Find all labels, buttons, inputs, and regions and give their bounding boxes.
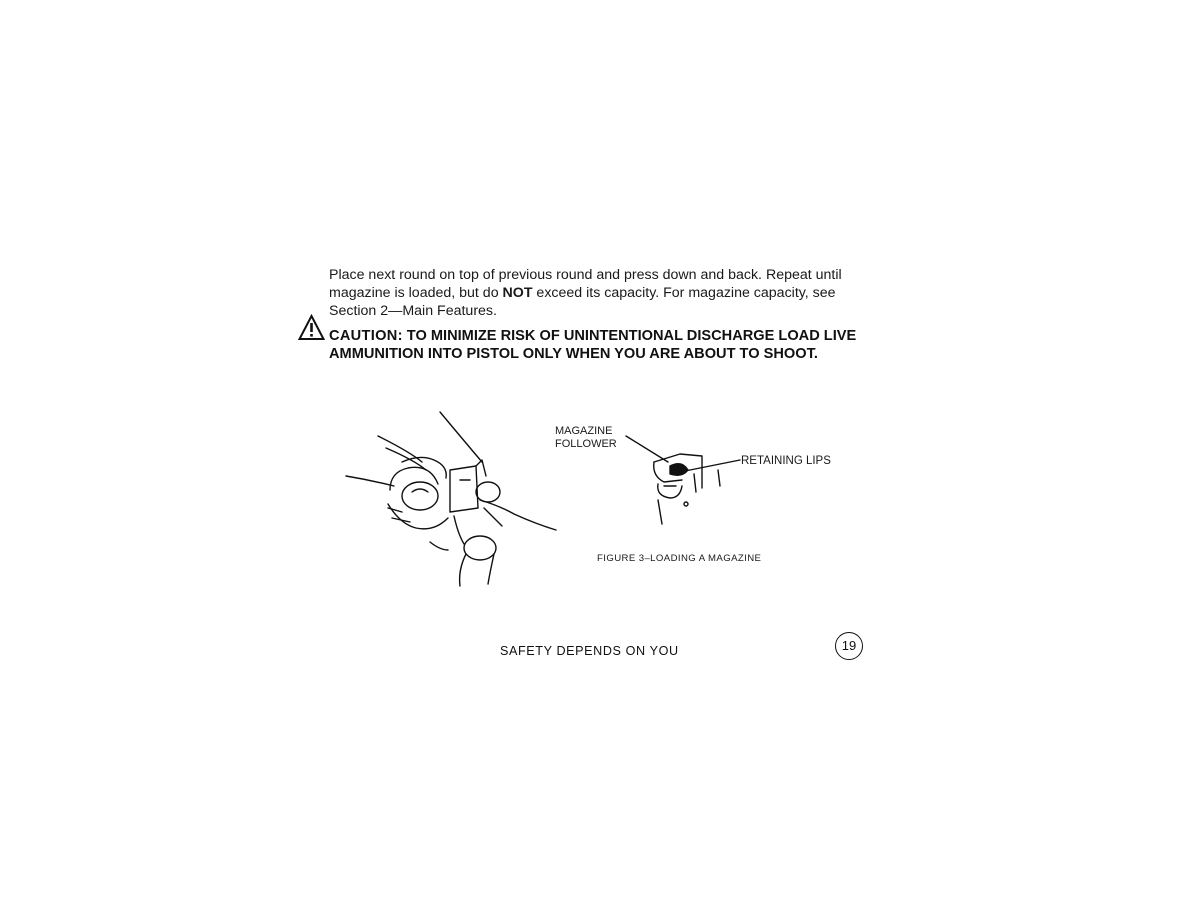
- warning-triangle-icon: [298, 314, 325, 341]
- magazine-follower-drawing: [626, 436, 740, 524]
- retaining-lips-label: RETAINING LIPS: [741, 455, 831, 467]
- magazine-follower-label-line1: MAGAZINE: [555, 425, 613, 437]
- footer-text: SAFETY DEPENDS ON YOU: [500, 644, 679, 658]
- caution-text: TO MINIMIZE RISK OF UNINTENTIONAL DISCHARGE LOAD LIVE AMMUNITION INTO PISTOL ONLY WHEN YOU ARE ABOUT TO SHOOT.: [329, 328, 857, 362]
- paragraph-text-start: Place next round on top of previous round and press down and back. Repeat until magazine is loaded, but do: [329, 267, 842, 301]
- page-number: 19: [835, 632, 863, 660]
- caution-label: CAUTION:: [329, 328, 403, 344]
- figure-caption: FIGURE 3–LOADING A MAGAZINE: [597, 553, 762, 564]
- paragraph-emphasis: NOT: [502, 285, 533, 301]
- instruction-paragraph: [329, 266, 874, 320]
- hands-with-magazine-drawing: [346, 412, 556, 586]
- paragraph-text-end: exceed its capacity. For magazine capacity, see Section 2—Main Features.: [329, 285, 836, 319]
- magazine-follower-label-line2: FOLLOWER: [555, 438, 617, 450]
- caution-notice: [329, 327, 889, 363]
